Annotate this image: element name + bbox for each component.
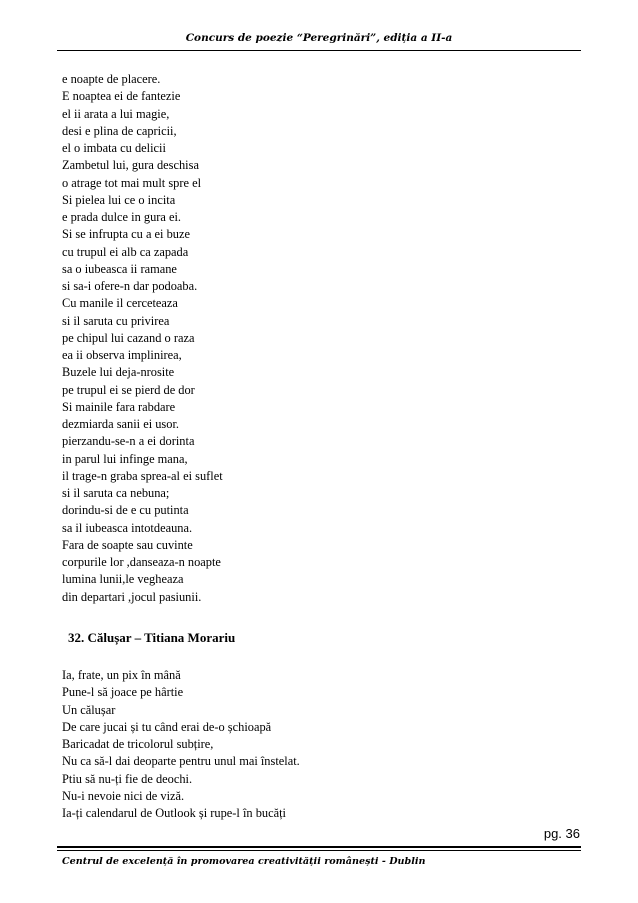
poem-line: Zambetul lui, gura deschisa (62, 158, 199, 173)
poem-line: e prada dulce in gura ei. (62, 210, 182, 224)
poem-line: Nu-i nevoie nici de viză. (62, 789, 185, 804)
poem-line: Si pielea lui ce o incita (62, 192, 176, 207)
poem-line: Ia, frate, un pix în mână (62, 668, 181, 682)
poem-line: dorindu-si de e cu putinta (62, 503, 189, 518)
poem-line: pe chipul lui cazand o raza (62, 330, 195, 345)
poem-line: Fara de soapte sau cuvinte (62, 537, 193, 552)
poem-line: Un călușar (62, 702, 116, 717)
poem-line: Ia-ți calendarul de Outlook și rupe-l în bucăți (62, 806, 286, 821)
poem-line: sa il iubeasca intotdeauna. (62, 520, 193, 535)
poem-line: in parul lui infinge mana, (62, 451, 188, 466)
poem-line: lumina lunii,le vegheaza (62, 572, 184, 587)
poem-line: din departari ,jocul pasiunii. (62, 589, 202, 604)
footer-divider-thin (57, 850, 581, 851)
page-header: Concurs de poezie “Peregrinări”, ediția a II-a (185, 32, 453, 44)
poem-line: o atrage tot mai mult spre el (62, 175, 202, 190)
poem-line: Ptiu să nu-ți fie de deochi. (62, 771, 193, 786)
poem-line: dezmiarda sanii ei usor. (62, 417, 179, 431)
header-divider (57, 50, 581, 51)
section-title: 32. Călușar – Titiana Morariu (68, 630, 236, 645)
poem-line: Pune-l să joace pe hârtie (62, 685, 184, 700)
poem-line: Cu manile il cerceteaza (62, 296, 178, 311)
poem-new (62, 667, 300, 823)
poem-line: si sa-i ofere-n dar podoaba. (62, 279, 198, 293)
poem-line: Buzele lui deja-nrosite (62, 365, 175, 380)
poem-line: corpurile lor ,danseaza-n noapte (62, 555, 221, 569)
poem-line: Baricadat de tricolorul subțire, (62, 737, 214, 752)
poem-line: Si mainile fara rabdare (62, 399, 176, 414)
page-footer: Centrul de excelență în promovarea creativității românești - Dublin (62, 856, 426, 867)
poem-continued (62, 71, 223, 606)
footer-divider-thick (57, 846, 581, 848)
poem-line: pierzandu-se-n a ei dorinta (62, 434, 195, 449)
poem-line: el ii arata a lui magie, (62, 106, 170, 121)
poem-line: e noapte de placere. (62, 72, 161, 86)
page-number: pg. 36 (543, 826, 580, 841)
poem-line: ea ii observa implinirea, (62, 348, 182, 362)
poem-line: il trage-n graba sprea-al ei suflet (62, 468, 223, 483)
poem-line: el o imbata cu delicii (62, 141, 166, 155)
poem-line: pe trupul ei se pierd de dor (62, 382, 195, 397)
poem-line: Nu ca să-l dai deoparte pentru unul mai înstelat. (62, 754, 300, 769)
poem-line: cu trupul ei alb ca zapada (62, 244, 189, 259)
poem-line: E noaptea ei de fantezie (62, 89, 181, 104)
poem-line: De care jucai și tu când erai de-o șchioapă (62, 719, 272, 734)
poem-line: desi e plina de capricii, (62, 123, 177, 138)
poem-line: Si se infrupta cu a ei buze (62, 227, 190, 242)
poem-line: si il saruta ca nebuna; (62, 486, 170, 500)
poem-line: sa o iubeasca ii ramane (62, 261, 177, 276)
poem-line: si il saruta cu privirea (62, 313, 170, 328)
